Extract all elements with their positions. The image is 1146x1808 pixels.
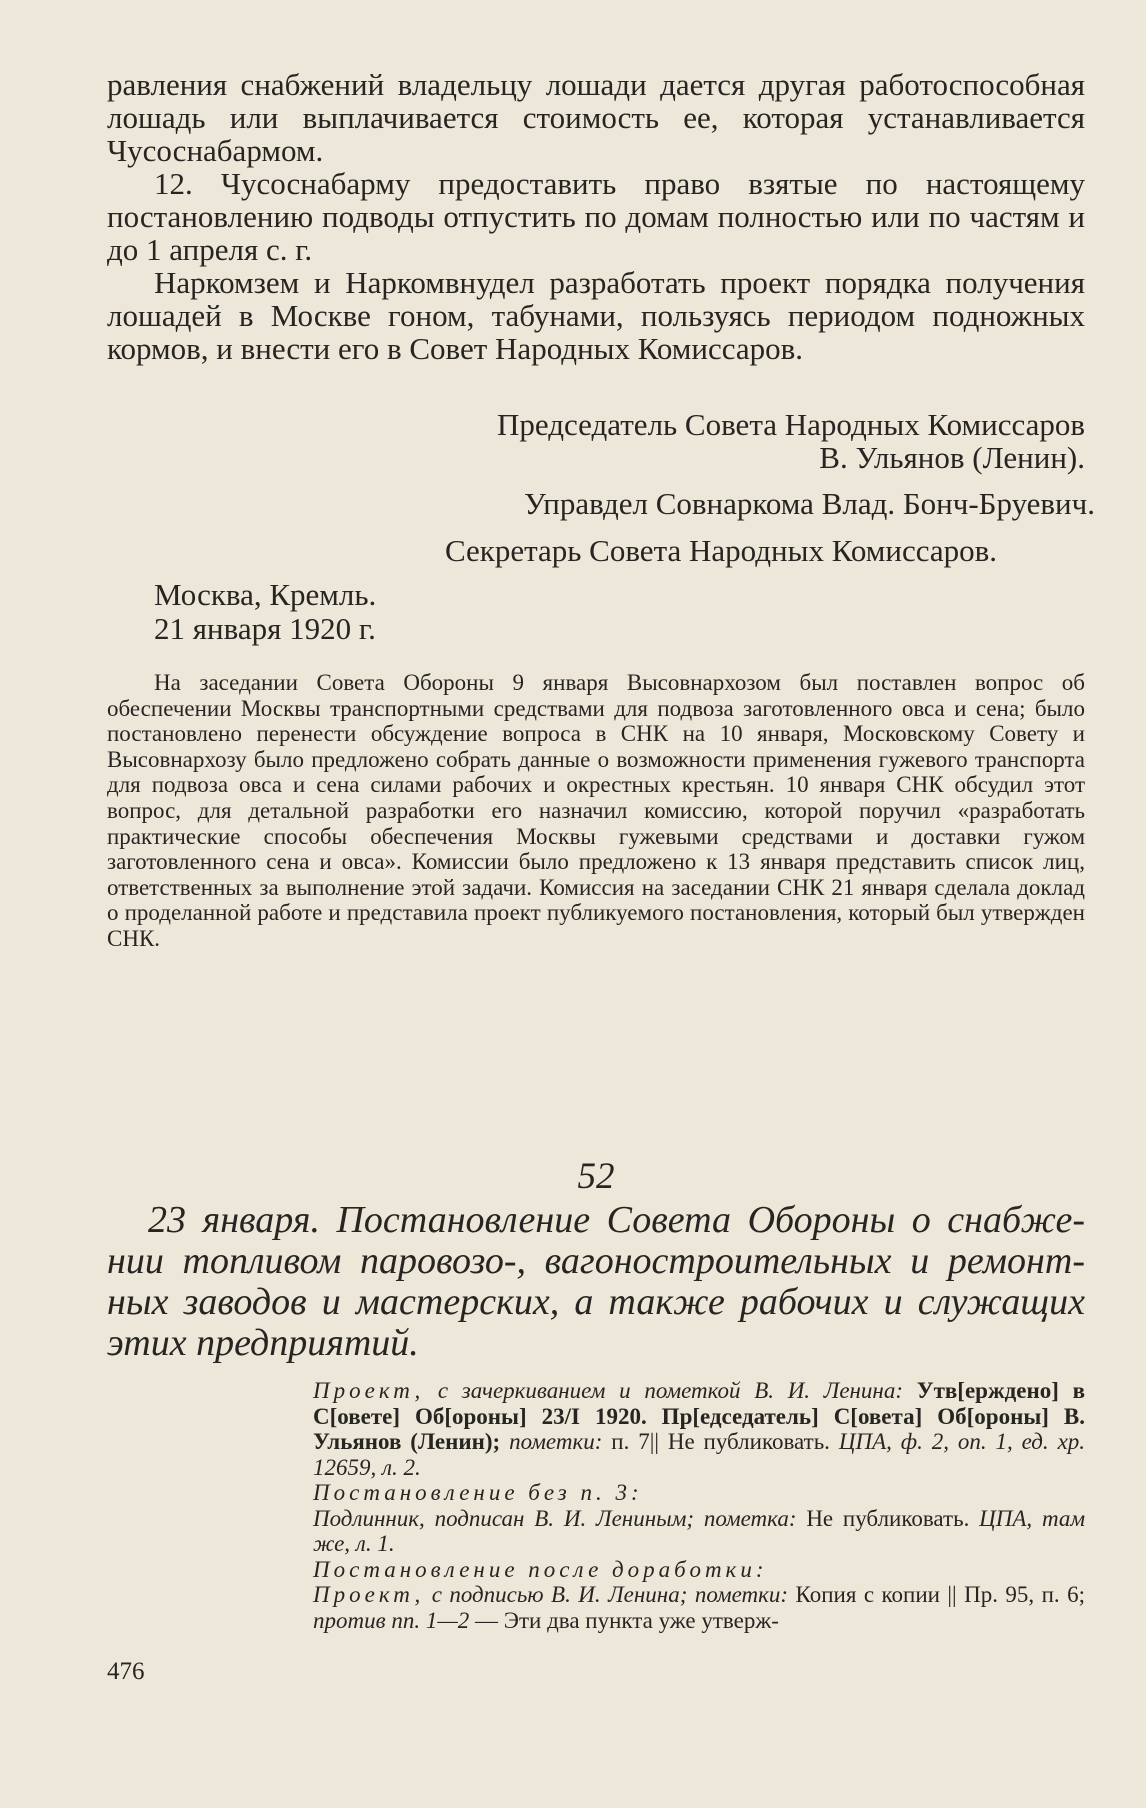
document-title: 23 января. Постановление Совета Обороны о снабжении топливом паровозо-, вагоностроительных и ремонтных заводов и мастерских, а также рабочих и служащих этих предприятий. [107, 1199, 1085, 1364]
signature-secretary: Секретарь Совета Народных Комиссаров. [444, 533, 997, 568]
signature-block [107, 408, 1085, 474]
source-2-label: Постановление без п. 3: [313, 1480, 643, 1505]
source-2-mark: Не публиковать. [806, 1505, 970, 1531]
source-1-label: Проект, [313, 1378, 425, 1403]
source-1-marks: п. 7|| Не публиковать. [611, 1429, 830, 1454]
page-number: 476 [107, 1658, 145, 1685]
paragraph-continuation: равления снабжений владельцу лошади дается другая работоспособная лошадь или выплачивается стоимость ее, которая устанавливается Чусоснабармом. [107, 67, 1085, 168]
source-3-label: Постановление после доработки: [313, 1556, 768, 1582]
source-notes [313, 1378, 1085, 1633]
editorial-note [107, 670, 1085, 952]
place-date [107, 578, 1132, 646]
source-1-marks-label: пометки: [509, 1429, 603, 1454]
paragraph-narkomzem: Наркомзем и Наркомвнудел разработать проект порядка получения лошадей в Москве гоном, табунами, пользуясь периодом подножных кормов, и внести его в Совет Народных Комиссаров. [107, 265, 1085, 366]
source-3-desc: с подписью В. И. Ленина; пометки: [431, 1582, 789, 1607]
note-text: На заседании Совета Обороны 9 января Высовнархозом был поставлен вопрос об обеспечении Москвы транспортными средствами для подвоза заготовленного овса и сена; было постановлено перенести обсуждение вопроса в СНК на 10 января, Московскому Совету и Высовнархозу было предложено собрать данные о возможности применения гужевого транспорта для подвоза овса и сена силами рабочих и окрестных крестьян. 10 января СНК обсудил этот вопрос, для детальной разработки его назначил комиссию, которой поручил «разработать практические способы обеспечения Москвы гужевыми средствами и доставки гужом заготовленного сена и овса». Комиссии было предложено к 13 января представить список лиц, ответственных за выполнение этой задачи. Комиссия на заседании СНК 21 января сделала доклад о проделанной работе и представила проект публикуемого постановления, который был утвержден СНК. [107, 670, 1085, 951]
source-1-desc: с зачеркиванием и пометкой В. И. Ленина: [437, 1378, 904, 1403]
source-3-against: против пп. 1—2 [313, 1607, 470, 1633]
document-number: 52 [577, 1156, 615, 1197]
source-3-text: — Эти два пункта уже утверж- [475, 1607, 779, 1633]
resolution-text [107, 68, 1085, 365]
source-2-desc: Подлинник, подписан В. И. Лениным; пометка: [313, 1505, 797, 1531]
source-1-approval: Утв[ерждено] в С[овете] Об[ороны] 23/I 1920. Пр[едседатель] С[овета] Об[ороны] В. Ульянов (Ленин); [313, 1378, 1085, 1454]
signature-manager: Управдел Совнаркома Влад. Бонч-Бруевич. [524, 486, 1095, 521]
paragraph-item-12: 12. Чусоснабарму предоставить право взятые по настоящему постановлению подводы отпустить по домам полностью или по частям и до 1 апреля с. г. [107, 166, 1085, 267]
source-1-archive: ЦПА, ф. 2, оп. 1, ед. хр. 12659, л. 2. [313, 1429, 1086, 1480]
source-3-project: Проект, [313, 1582, 425, 1607]
date: 21 января 1920 г. [154, 611, 376, 646]
place: Москва, Кремль. [154, 577, 377, 612]
source-3-mark: Копия с копии || Пр. 95, п. 6; [795, 1582, 1086, 1607]
source-2-archive: ЦПА, там же, л. 1. [313, 1505, 1086, 1556]
signature-chair-title: Председатель Совета Народных Комиссаров [497, 407, 1085, 442]
signature-chair-name: В. Ульянов (Ленин). [819, 440, 1085, 475]
